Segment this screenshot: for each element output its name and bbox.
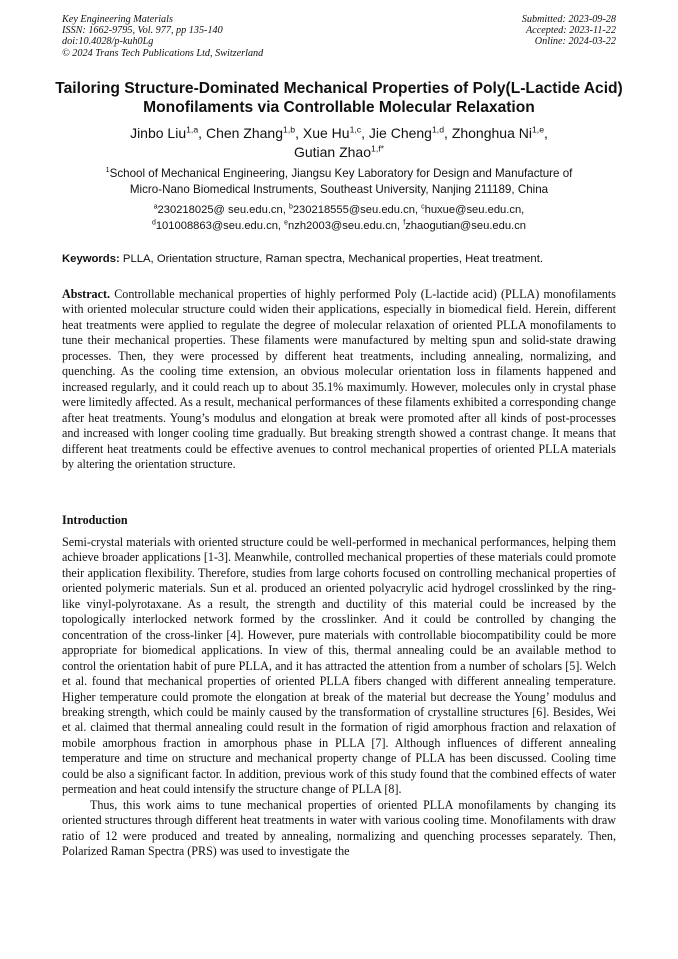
accepted-date: Accepted: 2023-11-22 [525, 25, 616, 37]
paragraph: Semi-crystal materials with oriented structure could be well-performed in mechanical performances, helping them achieve broader applications [1-3]. Meanwhile, controlled mechanical properties of these materials could promote their application flexibility. Therefore, studies from large cohorts focused on controlling mechanical properties of oriented polymeric materials. Sun et al. produced an oriented polyacrylic acid hydrogel crosslinked by the ring-like vinyl-polyrotaxane. As a result, the strength and ductility of this material could be increased by the topologically interlocked network formed by the crosslinker. And it could be controlled by changing the concentration of the cross-linker [4]. However, pure materials with controllable biocompatibility could be more appropriate for biomedical applications. In view of this, thermal annealing could be an available method to control the orientation habit of pure PLLA, and it has attracted the attention from a number of scholars [5]. Welch et al. found that mechanical properties of oriented PLLA fibers changed with different annealing temperature. Higher temperature could promote the elongation at break of the material but decrease the Young’ modulus and breaking strength, which could be mainly caused by the transformation of crystalline structures [6]. Besides, Wei et al. claimed that thermal annealing could result in the formation of rigid amorphous fraction and relaxation of mobile amorphous fraction in amorphous phase in PLLA [7]. Although influences of different annealing temperature and time on structure and mechanical property change of PLLA has been discussed. Cooling time could be also a significant factor. In addition, previous work of this study found that the combined effects of water permeation and heat could intensify the structure change of PLLA [8]. [62, 535, 616, 797]
online-date: Online: 2024-03-22 [534, 36, 616, 48]
abstract-label: Abstract. [62, 287, 111, 301]
journal-name: Key Engineering Materials [62, 14, 173, 25]
email[interactable]: $^a$230218025@ seu.edu.cn, [153, 203, 289, 216]
author-emails [40, 203, 638, 234]
keywords [62, 252, 622, 267]
affiliation-line: Micro-Nano Biomedical Instruments, Southeast University, Nanjing 211189, China [129, 183, 549, 196]
journal-info [62, 14, 263, 59]
paragraph: Thus, this work aims to tune mechanical properties of oriented PLLA monofilaments by changing its oriented structures through different heat treatments in water with various cooling time. Monofilaments with draw ratio of 12 were produced and treated by annealing, normalizing and quenching processes separately. Then, Polarized Raman Spectra (PRS) was used to investigate the [62, 797, 616, 859]
introduction-body [62, 535, 616, 860]
submitted-date: Submitted: 2023-09-28 [521, 14, 616, 25]
author: Jie Cheng$^{1,d}$, [368, 124, 452, 141]
author-list [40, 124, 638, 162]
email[interactable]: $^d$101008863@seu.edu.cn, [151, 218, 285, 232]
email[interactable]: $^b$230218555@seu.edu.cn, [288, 203, 422, 216]
section-heading-introduction: Introduction [62, 513, 128, 527]
affiliation: $^1$School of Mechanical Engineering, Jiangsu Key Laboratory for Design and Manufacture of Micro-Nano Biomedical Instruments, Southeast University, Nanjing 211189, China [105, 165, 573, 196]
keywords-text: PLLA, Orientation structure, Raman spectra, Mechanical properties, Heat treatment. [119, 253, 543, 265]
abstract [62, 287, 616, 472]
author: Jinbo Liu$^{1,a}$, [130, 124, 206, 141]
email[interactable]: $^e$nzh2003@seu.edu.cn, [284, 218, 404, 232]
author: Gutian Zhao$^{1,f*}$ [293, 143, 385, 160]
email[interactable]: $^f$zhaogutian@seu.edu.cn [403, 218, 527, 232]
email[interactable]: $^c$huxue@seu.edu.cn, [421, 203, 525, 216]
issn-line: ISSN: 1662-9795, Vol. 977, pp 135-140 [62, 25, 223, 37]
abstract-text: Controllable mechanical properties of highly performed Poly (L-lactide acid) (PLLA) monofilaments with oriented molecular structure could widen their applications, especially in biomedical field. Herein, different heat treatments were applied to regulate the degree of molecular relaxation of oriented PLLA monofilaments to tune their mechanical properties. These filaments were manufactured by melting spun and solid-state drawing processes. Then, they were processed by different heat treatments, including annealing, normalizing, and quenching. As the cooling time extension, an obvious molecular orientation loss in filaments happened and increased regularly, and it could reach up to about 35.1% maximumly. However, molecules only in crystal phase were limitedly affected. As a result, mechanical performances of these filaments exhibited a corresponding change after heat treatments. Young’s modulus and elongation at break were promoted after all kinds of post-processes and increased with longer cooling time gradually. But breaking strength showed a contrast change. It means that different heat treatments could be effective avenues to control mechanical properties of oriented PLLA materials by altering the orientation structure. [62, 287, 616, 471]
author: Chen Zhang$^{1,b}$, [205, 124, 303, 141]
author: Xue Hu$^{1,c}$, [302, 124, 369, 141]
doi-line[interactable]: doi:10.4028/p-kuh0Lg [62, 36, 154, 48]
affiliation-line: School of Mechanical Engineering, Jiangsu Key Laboratory for Design and Manufacture of [109, 167, 573, 180]
copyright-line: © 2024 Trans Tech Publications Ltd, Switzerland [62, 47, 264, 59]
author: Zhonghua Ni$^{1,e}$, [451, 124, 548, 141]
publication-dates [522, 14, 616, 48]
paper-title: Tailoring Structure-Dominated Mechanical Properties of Poly(L-Lactide Acid) Monofilaments via Controllable Molecular Relaxation [55, 80, 623, 116]
keywords-label: Keywords: [62, 253, 120, 265]
